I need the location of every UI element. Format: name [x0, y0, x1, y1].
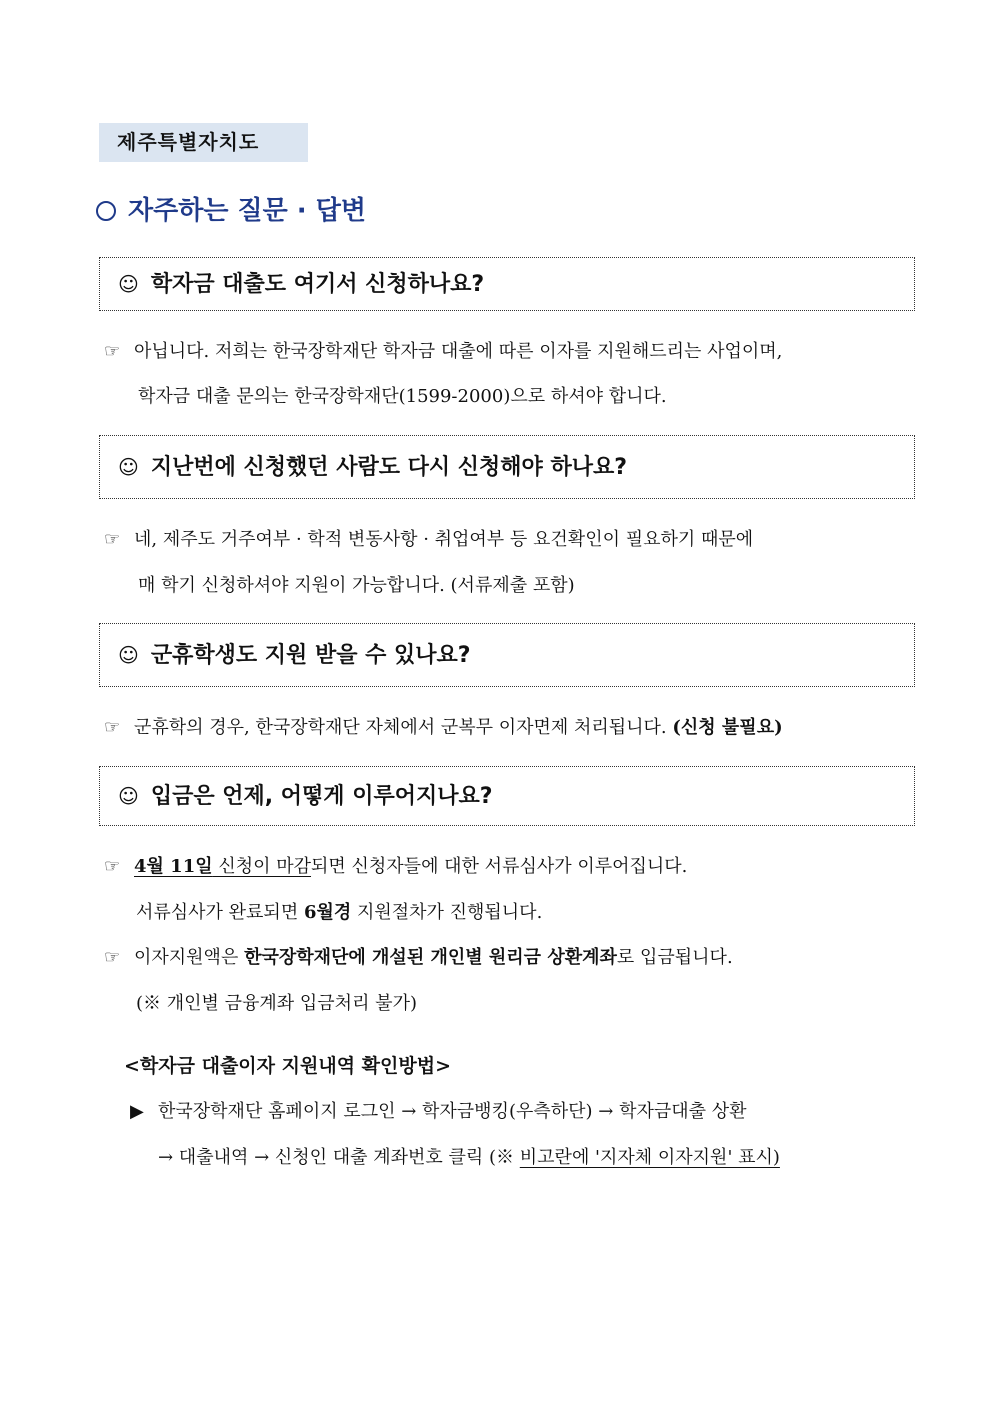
smiley-icon: ☺: [118, 784, 139, 808]
answer-4-line-2: 서류심사가 완료되면 6월경 지원절차가 진행됩니다.: [136, 902, 543, 923]
answer-2-line-2: 매 학기 신청하셔야 지원이 가능합니다. (서류제출 포함): [138, 575, 575, 596]
answer-3-note: (신청 불필요): [672, 717, 783, 738]
method-line-2: → 대출내역 → 신청인 대출 계좌번호 클릭 (※ 비고란에 '지자체 이자지원' 표시): [158, 1147, 780, 1168]
method-line-1: ▶ 한국장학재단 홈페이지 로그인 → 학자금뱅킹(우측하단) → 학자금대출 상환: [130, 1101, 747, 1122]
answer-4-line-3: ☞ 이자지원액은 한국장학재단에 개설된 개인별 원리금 상환계좌로 입금됩니다.: [104, 947, 733, 968]
circle-bullet-icon: [96, 201, 116, 221]
region-tag: 제주특별자치도: [99, 123, 308, 162]
pointing-hand-icon: ☞: [104, 856, 121, 877]
method-title: <학자금 대출이자 지원내역 확인방법>: [124, 1055, 451, 1077]
deadline-date: 4월 11일: [134, 856, 213, 877]
answer-2-line-1: ☞ 네, 제주도 거주여부 · 학적 변동사항 · 취업여부 등 요건확인이 필요하기 때문에: [104, 529, 754, 550]
question-text-4: 입금은 언제, 어떻게 이루어지나요?: [150, 784, 493, 809]
pointing-hand-icon: ☞: [104, 529, 121, 550]
question-text-2: 지난번에 신청했던 사람도 다시 신청해야 하나요?: [150, 455, 627, 480]
pointing-hand-icon: ☞: [104, 947, 121, 968]
page-title-text: 자주하는 질문 · 답변: [128, 196, 366, 226]
question-box-4: [99, 766, 915, 826]
answer-1-line-1: ☞ 아닙니다. 저희는 한국장학재단 학자금 대출에 따른 이자를 지원해드리는 사업이며,: [104, 341, 783, 362]
question-box-1: [99, 257, 915, 311]
smiley-icon: ☺: [118, 455, 139, 479]
question-text-3: 군휴학생도 지원 받을 수 있나요?: [150, 643, 471, 668]
pointing-hand-icon: ☞: [104, 341, 121, 362]
question-box-3: [99, 623, 915, 687]
question-text-1: 학자금 대출도 여기서 신청하나요?: [150, 272, 485, 297]
smiley-icon: ☺: [118, 272, 139, 296]
remark-note: 비고란에 '지자체 이자지원' 표시): [519, 1147, 780, 1168]
question-box-2: [99, 435, 915, 499]
answer-4-line-4: (※ 개인별 금융계좌 입금처리 불가): [136, 993, 417, 1014]
answer-3: ☞ 군휴학의 경우, 한국장학재단 자체에서 군복무 이자면제 처리됩니다. (신청 불필요): [104, 717, 783, 738]
answer-1-line-2: 학자금 대출 문의는 한국장학재단(1599-2000)으로 하셔야 합니다.: [138, 386, 667, 407]
pointing-hand-icon: ☞: [104, 717, 121, 738]
triangle-bullet-icon: ▶: [130, 1101, 144, 1122]
answer-4-line-1: ☞ 4월 11일 신청이 마감되면 신청자들에 대한 서류심사가 이루어집니다.: [104, 856, 688, 877]
page-title: [96, 190, 366, 227]
smiley-icon: ☺: [118, 643, 139, 667]
